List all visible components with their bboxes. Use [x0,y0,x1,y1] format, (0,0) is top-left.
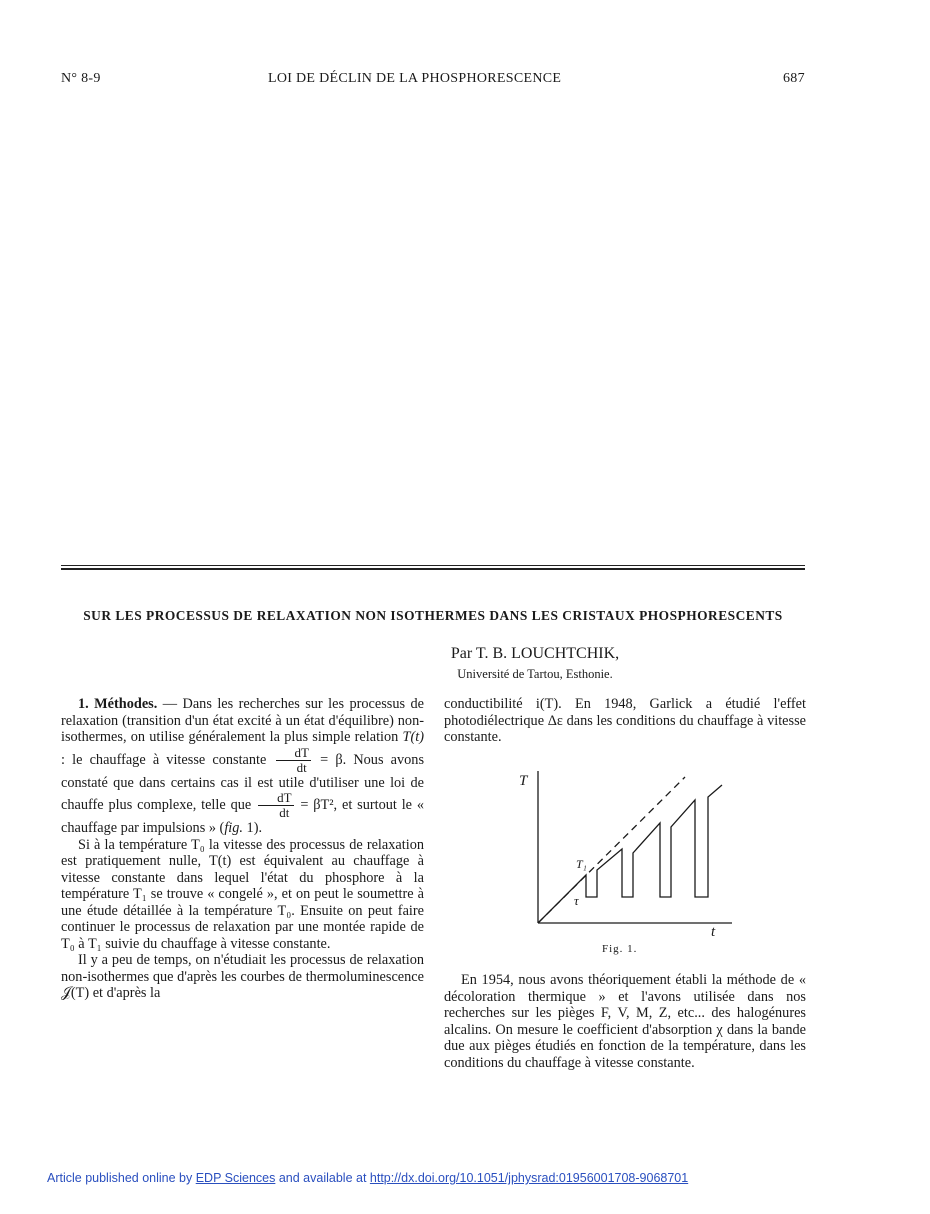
label-tau: τ [574,893,579,908]
section-heading: 1. Méthodes. [78,696,158,712]
publication-footer: Article published online by EDP Sciences and available at http://dx.doi.org/10.1051/jphysrad:01956001708-9068701 [47,1171,689,1185]
paragraph-history: Il y a peu de temps, on n'étudiait les processus de relaxation non-isothermes que d'après les courbes de thermoluminescence 𝒥(T) et d'après la [61,952,424,1001]
article-affiliation: Université de Tartou, Esthonie. [457,667,613,681]
paragraph-temperature: Si à la température T₀ la vitesse des processus de relaxation est pratiquement nulle, T(t) est équivalent au chauffage à vitesse constante dans lequel l'état du phosphore à la température T₁ se trouve « congelé », et on peut le soumettre à une étude détaillée à la température T₀. Ensuite on peut faire continuer le processus de relaxation par une montée rapide de T₀ à T₁ suivie du chauffage à vitesse constante. [61,836,424,952]
axis-label-t: t [711,924,716,940]
left-column [61,696,424,1002]
running-header-left: N° 8-9 [61,71,101,86]
equation-dT-dt: $\frac{dT}{dt}$ [276,746,311,775]
top-rule [61,565,805,566]
doi-link[interactable]: http://dx.doi.org/10.1051/jphysrad:01956001708-9068701 [369,1171,689,1185]
right-column-bottom [444,972,806,1071]
pulse-heating-curve [538,785,722,923]
label-T1: T₁ [576,857,587,871]
article-author: Par T. B. LOUCHTCHIK, [450,645,620,662]
paragraph-methods: 1. Méthodes. — Dans les recherches sur les processus de relaxation (transition d'un état excité à un état d'équilibre) non-isothermes, on utilise généralement la plus simple relation T(t) : le chauffage à vitesse constante $\frac{dT}{dt}$ = β. Nous avons constaté que dans certains cas il est utile d'utiliser une loi de chauffe plus complexe, telle que $\frac{dT}{dt}$ = βT², et surtout le « chauffage par impulsions » (fig. 1). [61,696,425,836]
paragraph-1954: En 1954, nous avons théoriquement établi la méthode de « décoloration thermique » et l'avons utilisée dans nos recherches sur les pièges F, V, M, Z, etc... des halogénures alcalins. On mesure le coefficient d'absorption χ dans la bande due aux pièges étudiés en fonction de la température, dans les conditions du chauffage à vitesse constante. [444,972,806,1071]
figure-1-diagram [510,765,750,940]
page-number: 687 [783,71,805,86]
right-column-top [444,696,806,746]
bottom-rule [61,568,805,570]
axis-label-T: T [519,773,528,789]
figure-caption: Fig. 1. [602,943,638,955]
equation-dT-dt-2: $\frac{dT}{dt}$ [258,791,293,820]
running-header-title: LOI DE DÉCLIN DE LA PHOSPHORESCENCE [268,71,562,86]
publisher-link[interactable]: EDP Sciences [195,1171,276,1185]
article-title: SUR LES PROCESSUS DE RELAXATION NON ISOTHERMES DANS LES CRISTAUX PHOSPHORESCENTS [83,608,783,623]
paragraph-garlick: conductibilité i(T). En 1948, Garlick a étudié l'effet photodiélectrique Δε dans les conditions du chauffage à vitesse constante. [444,696,806,745]
